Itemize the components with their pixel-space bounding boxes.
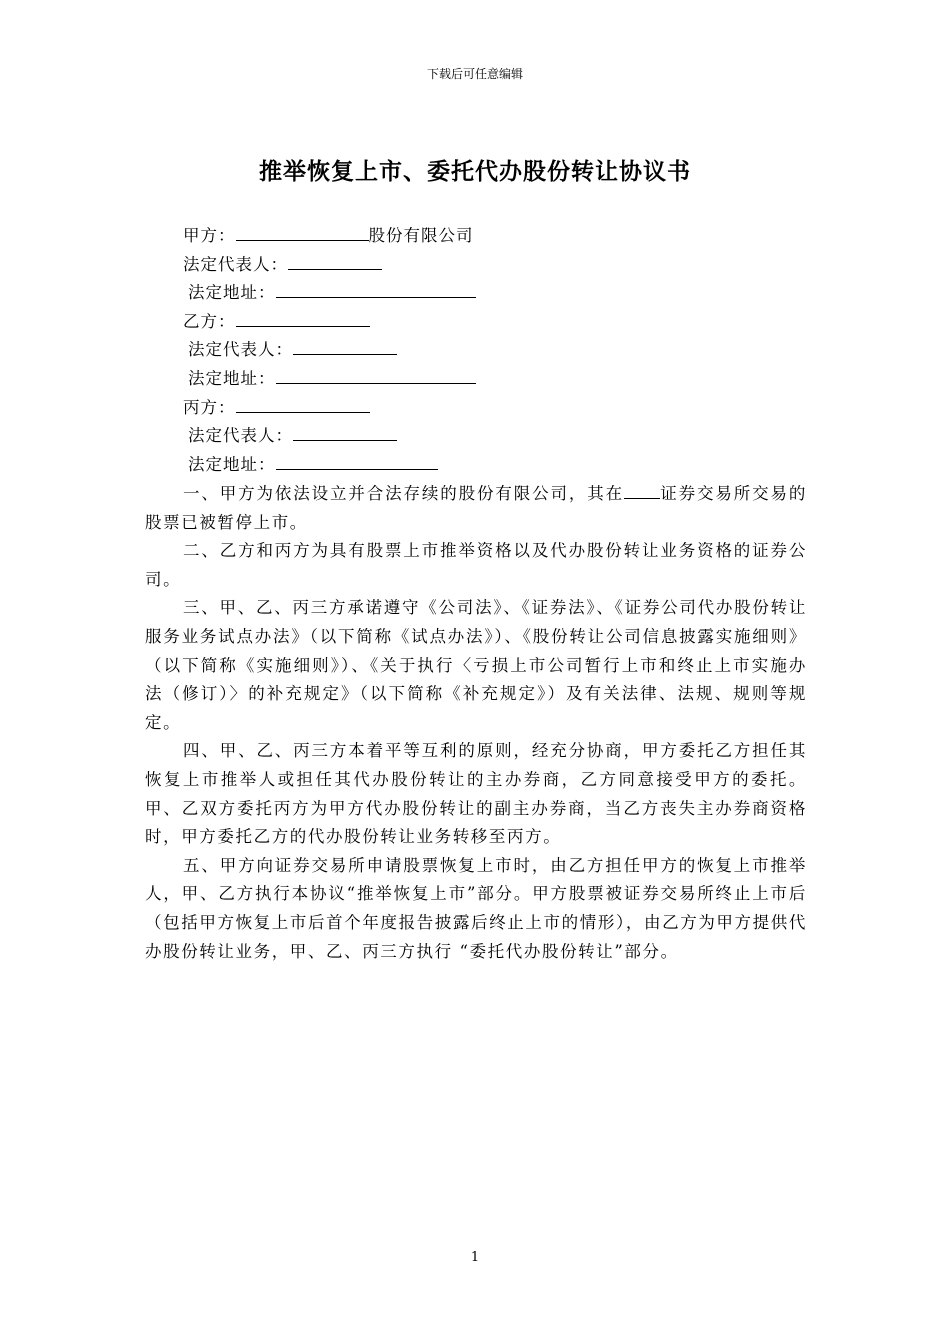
party-b-label: 乙方：	[183, 311, 236, 331]
party-c-rep-label: 法定代表人：	[188, 426, 293, 446]
party-c-rep-blank	[293, 420, 397, 441]
party-b-addr-line	[183, 363, 783, 392]
party-a-line	[183, 220, 783, 249]
party-b-addr-blank	[276, 363, 476, 384]
party-c-rep-line	[183, 420, 783, 449]
party-a-rep-line	[183, 249, 783, 278]
party-info-block	[183, 220, 783, 477]
clause-1-after: 证券交易所交易的股票已被暂停上市。	[145, 484, 807, 532]
party-a-name-blank	[236, 220, 369, 241]
party-a-addr-label: 法定地址：	[188, 283, 276, 303]
party-c-name-blank	[236, 392, 370, 413]
party-a-rep-label: 法定代表人：	[183, 254, 288, 274]
party-b-rep-label: 法定代表人：	[188, 340, 293, 360]
party-b-rep-line	[183, 334, 783, 363]
party-b-line	[183, 306, 783, 335]
party-a-addr-line	[183, 277, 783, 306]
party-c-label: 丙方：	[183, 397, 236, 417]
party-b-rep-blank	[293, 334, 397, 355]
page-header: 下载后可任意编辑	[426, 67, 523, 81]
agreement-body	[145, 480, 807, 966]
clause-5: 五、甲方向证券交易所申请股票恢复上市时，由乙方担任甲方的恢复上市推举人，甲、乙方执行本协议“推举恢复上市”部分。甲方股票被证券交易所终止上市后（包括甲方恢复上市后首个年度报告披露后终止上市的情形），由乙方为甲方提供代办股份转让业务，甲、乙、丙三方执行 “委托代办股份转让”部分。	[145, 855, 807, 961]
page-number: 1	[470, 1250, 480, 1265]
party-a-addr-blank	[276, 277, 476, 298]
party-a-label: 甲方：	[183, 226, 236, 245]
clause-1	[145, 480, 807, 537]
clause-2: 二、乙方和丙方为具有股票上市推举资格以及代办股份转让业务资格的证券公司。	[145, 541, 807, 589]
party-c-addr-blank	[276, 449, 438, 470]
clause-4: 四、甲、乙、丙三方本着平等互利的原则，经充分协商，甲方委托乙方担任其恢复上市推举人或担任其代办股份转让的主办券商，乙方同意接受甲方的委托。甲、乙双方委托丙方为甲方代办股份转让的副主办券商，当乙方丧失主办券商资格时，甲方委托乙方的代办股份转让业务转移至丙方。	[145, 741, 807, 847]
party-c-line	[183, 392, 783, 421]
clause-3: 三、甲、乙、丙三方承诺遵守《公司法》、《证券法》、《证券公司代办股份转让服务业务试点办法》（以下简称《试点办法》）、《股份转让公司信息披露实施细则》（以下简称《实施细则》）、《关于执行〈亏损上市公司暂行上市和终止上市实施办法（修订）〉的补充规定》（以下简称《补充规定》）及有关法律、法规、规则等规定。	[145, 598, 807, 732]
party-a-suffix: 股份有限公司	[368, 226, 474, 245]
party-b-addr-label: 法定地址：	[188, 368, 276, 388]
document-title: 推举恢复上市、委托代办股份转让协议书	[259, 159, 691, 185]
party-a-rep-blank	[288, 249, 382, 270]
exchange-name-blank	[624, 480, 660, 499]
party-c-addr-line	[183, 449, 783, 478]
clause-1-before: 一、甲方为依法设立并合法存续的股份有限公司，其在	[183, 484, 624, 503]
party-b-name-blank	[236, 306, 370, 327]
party-c-addr-label: 法定地址：	[188, 454, 276, 474]
